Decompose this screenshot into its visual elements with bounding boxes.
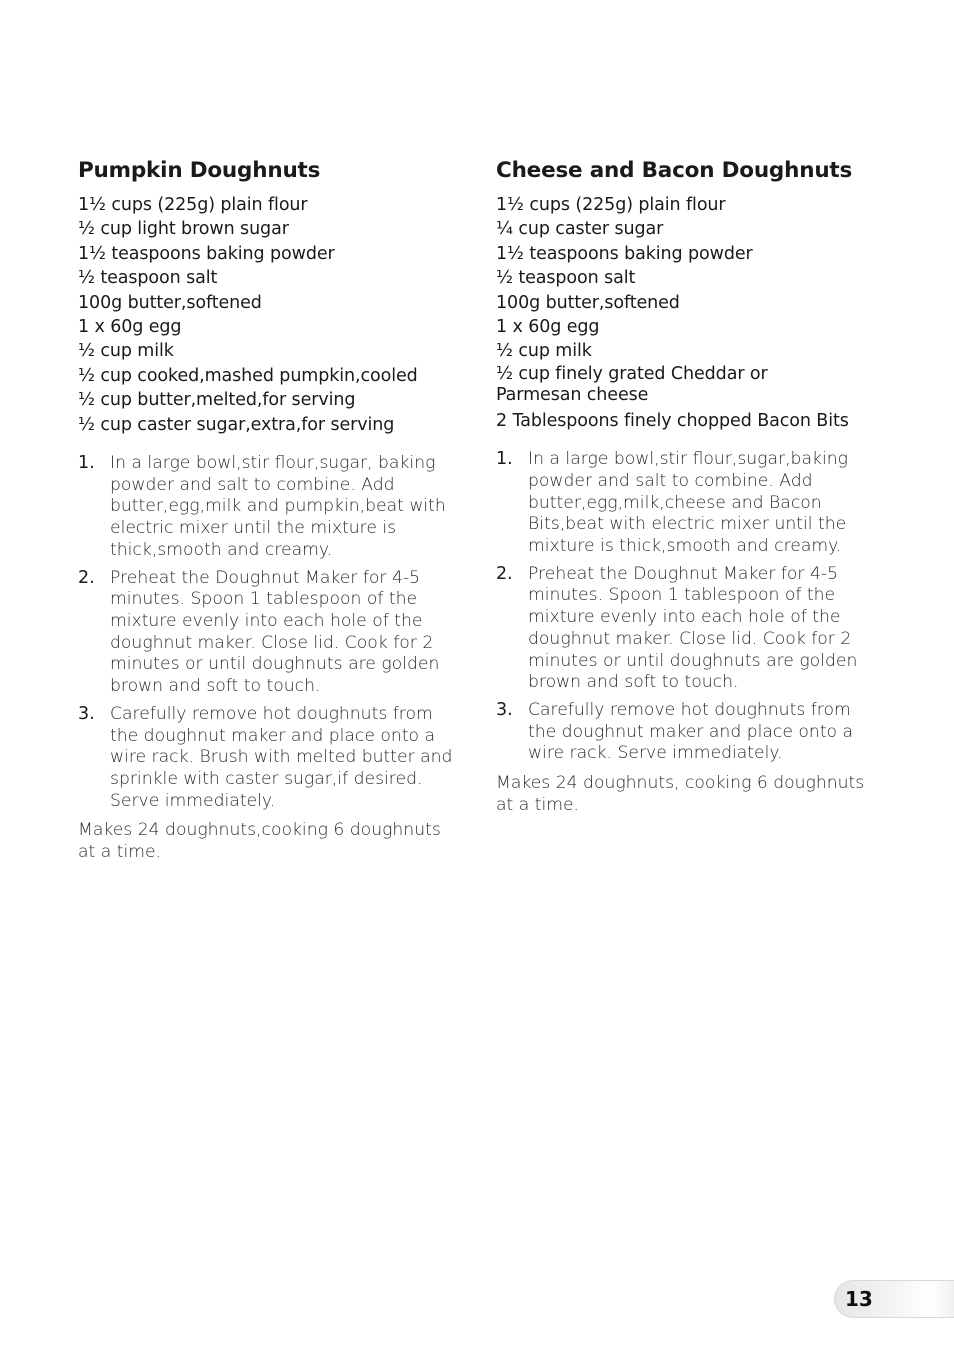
method-steps xyxy=(78,453,458,812)
step-number: 3. xyxy=(78,703,95,724)
step-number: 2. xyxy=(496,563,513,584)
recipe-cheese-bacon-doughnuts xyxy=(496,157,876,834)
ingredient-item: 100g butter,softened xyxy=(496,292,680,313)
ingredient-item: ½ cup light brown sugar xyxy=(78,219,289,240)
ingredient-item: 2 Tablespoons finely chopped Bacon Bits xyxy=(496,410,849,431)
page-number: 13 xyxy=(845,1287,873,1311)
step-text: Preheat the Doughnut Maker for 4-5 minutes. Spoon 1 tablespoon of the mixture evenly into each hole of the doughnut maker. Close lid. Cook for 2 minutes or until doughnuts are golden brown and soft to touch. xyxy=(110,567,440,697)
step-text: In a large bowl,stir flour,sugar, baking powder and salt to combine. Add butter,egg,milk and pumpkin,beat with electric mixer until the mixture is thick,smooth and creamy. xyxy=(110,453,446,560)
step-text: Carefully remove hot doughnuts from the doughnut maker and place onto a wire rack. Brush with melted butter and sprinkle with caster sugar,if desired. Serve immediately. xyxy=(110,703,453,811)
ingredient-list xyxy=(496,193,876,433)
ingredient-item: ½ teaspoon salt xyxy=(496,268,636,289)
ingredient-item: 1½ cups (225g) plain flour xyxy=(496,195,726,215)
ingredient-item: ½ cup milk xyxy=(78,341,174,362)
step-text: Preheat the Doughnut Maker for 4-5 minutes. Spoon 1 tablespoon of the mixture evenly into each hole of the doughnut maker. Close lid. Cook for 2 minutes or until doughnuts are golden brown and soft to touch. xyxy=(528,563,858,693)
method-steps xyxy=(496,449,876,765)
method-step xyxy=(78,704,458,813)
ingredient-item: 1 x 60g egg xyxy=(496,317,600,338)
method-step xyxy=(496,449,876,558)
ingredient-item: 1½ cups (225g) plain flour xyxy=(78,195,308,215)
recipe-title: Pumpkin Doughnuts xyxy=(78,158,321,183)
ingredient-item: ½ cup butter,melted,for serving xyxy=(78,390,356,411)
recipe-pumpkin-doughnuts xyxy=(78,157,458,881)
step-text: In a large bowl,stir flour,sugar,baking powder and salt to combine. Add butter,egg,milk,cheese and Bacon Bits,beat with electric mixer until the mixture is thick,smooth and creamy. xyxy=(528,449,848,557)
method-step xyxy=(78,453,458,562)
ingredient-item: 1 x 60g egg xyxy=(78,317,182,338)
step-number: 1. xyxy=(496,449,513,470)
ingredient-item: ½ teaspoon salt xyxy=(78,268,218,289)
method-step xyxy=(496,700,876,765)
ingredient-item: ½ cup caster sugar,extra,for serving xyxy=(78,414,395,435)
step-text: Carefully remove hot doughnuts from the doughnut maker and place onto a wire rack. Serve immediately. xyxy=(528,699,854,764)
ingredient-item: ½ cup finely grated Cheddar or Parmesan cheese xyxy=(496,363,768,405)
ingredient-list xyxy=(78,193,458,437)
recipe-yield: Makes 24 doughnuts, cooking 6 doughnuts at a time. xyxy=(496,773,865,815)
ingredient-item: 1½ teaspoons baking powder xyxy=(78,243,335,264)
step-number: 1. xyxy=(78,453,95,474)
ingredient-item: 1½ teaspoons baking powder xyxy=(496,243,753,264)
method-step xyxy=(78,568,458,698)
method-step xyxy=(496,564,876,694)
ingredient-item: ¼ cup caster sugar xyxy=(496,219,664,240)
ingredient-item: ½ cup cooked,mashed pumpkin,cooled xyxy=(78,365,418,386)
step-number: 2. xyxy=(78,567,95,588)
step-number: 3. xyxy=(496,699,513,720)
ingredient-item: 100g butter,softened xyxy=(78,292,262,313)
recipe-title: Cheese and Bacon Doughnuts xyxy=(496,158,853,183)
ingredient-item: ½ cup milk xyxy=(496,341,592,362)
recipe-yield: Makes 24 doughnuts,cooking 6 doughnuts at a time. xyxy=(78,820,441,863)
